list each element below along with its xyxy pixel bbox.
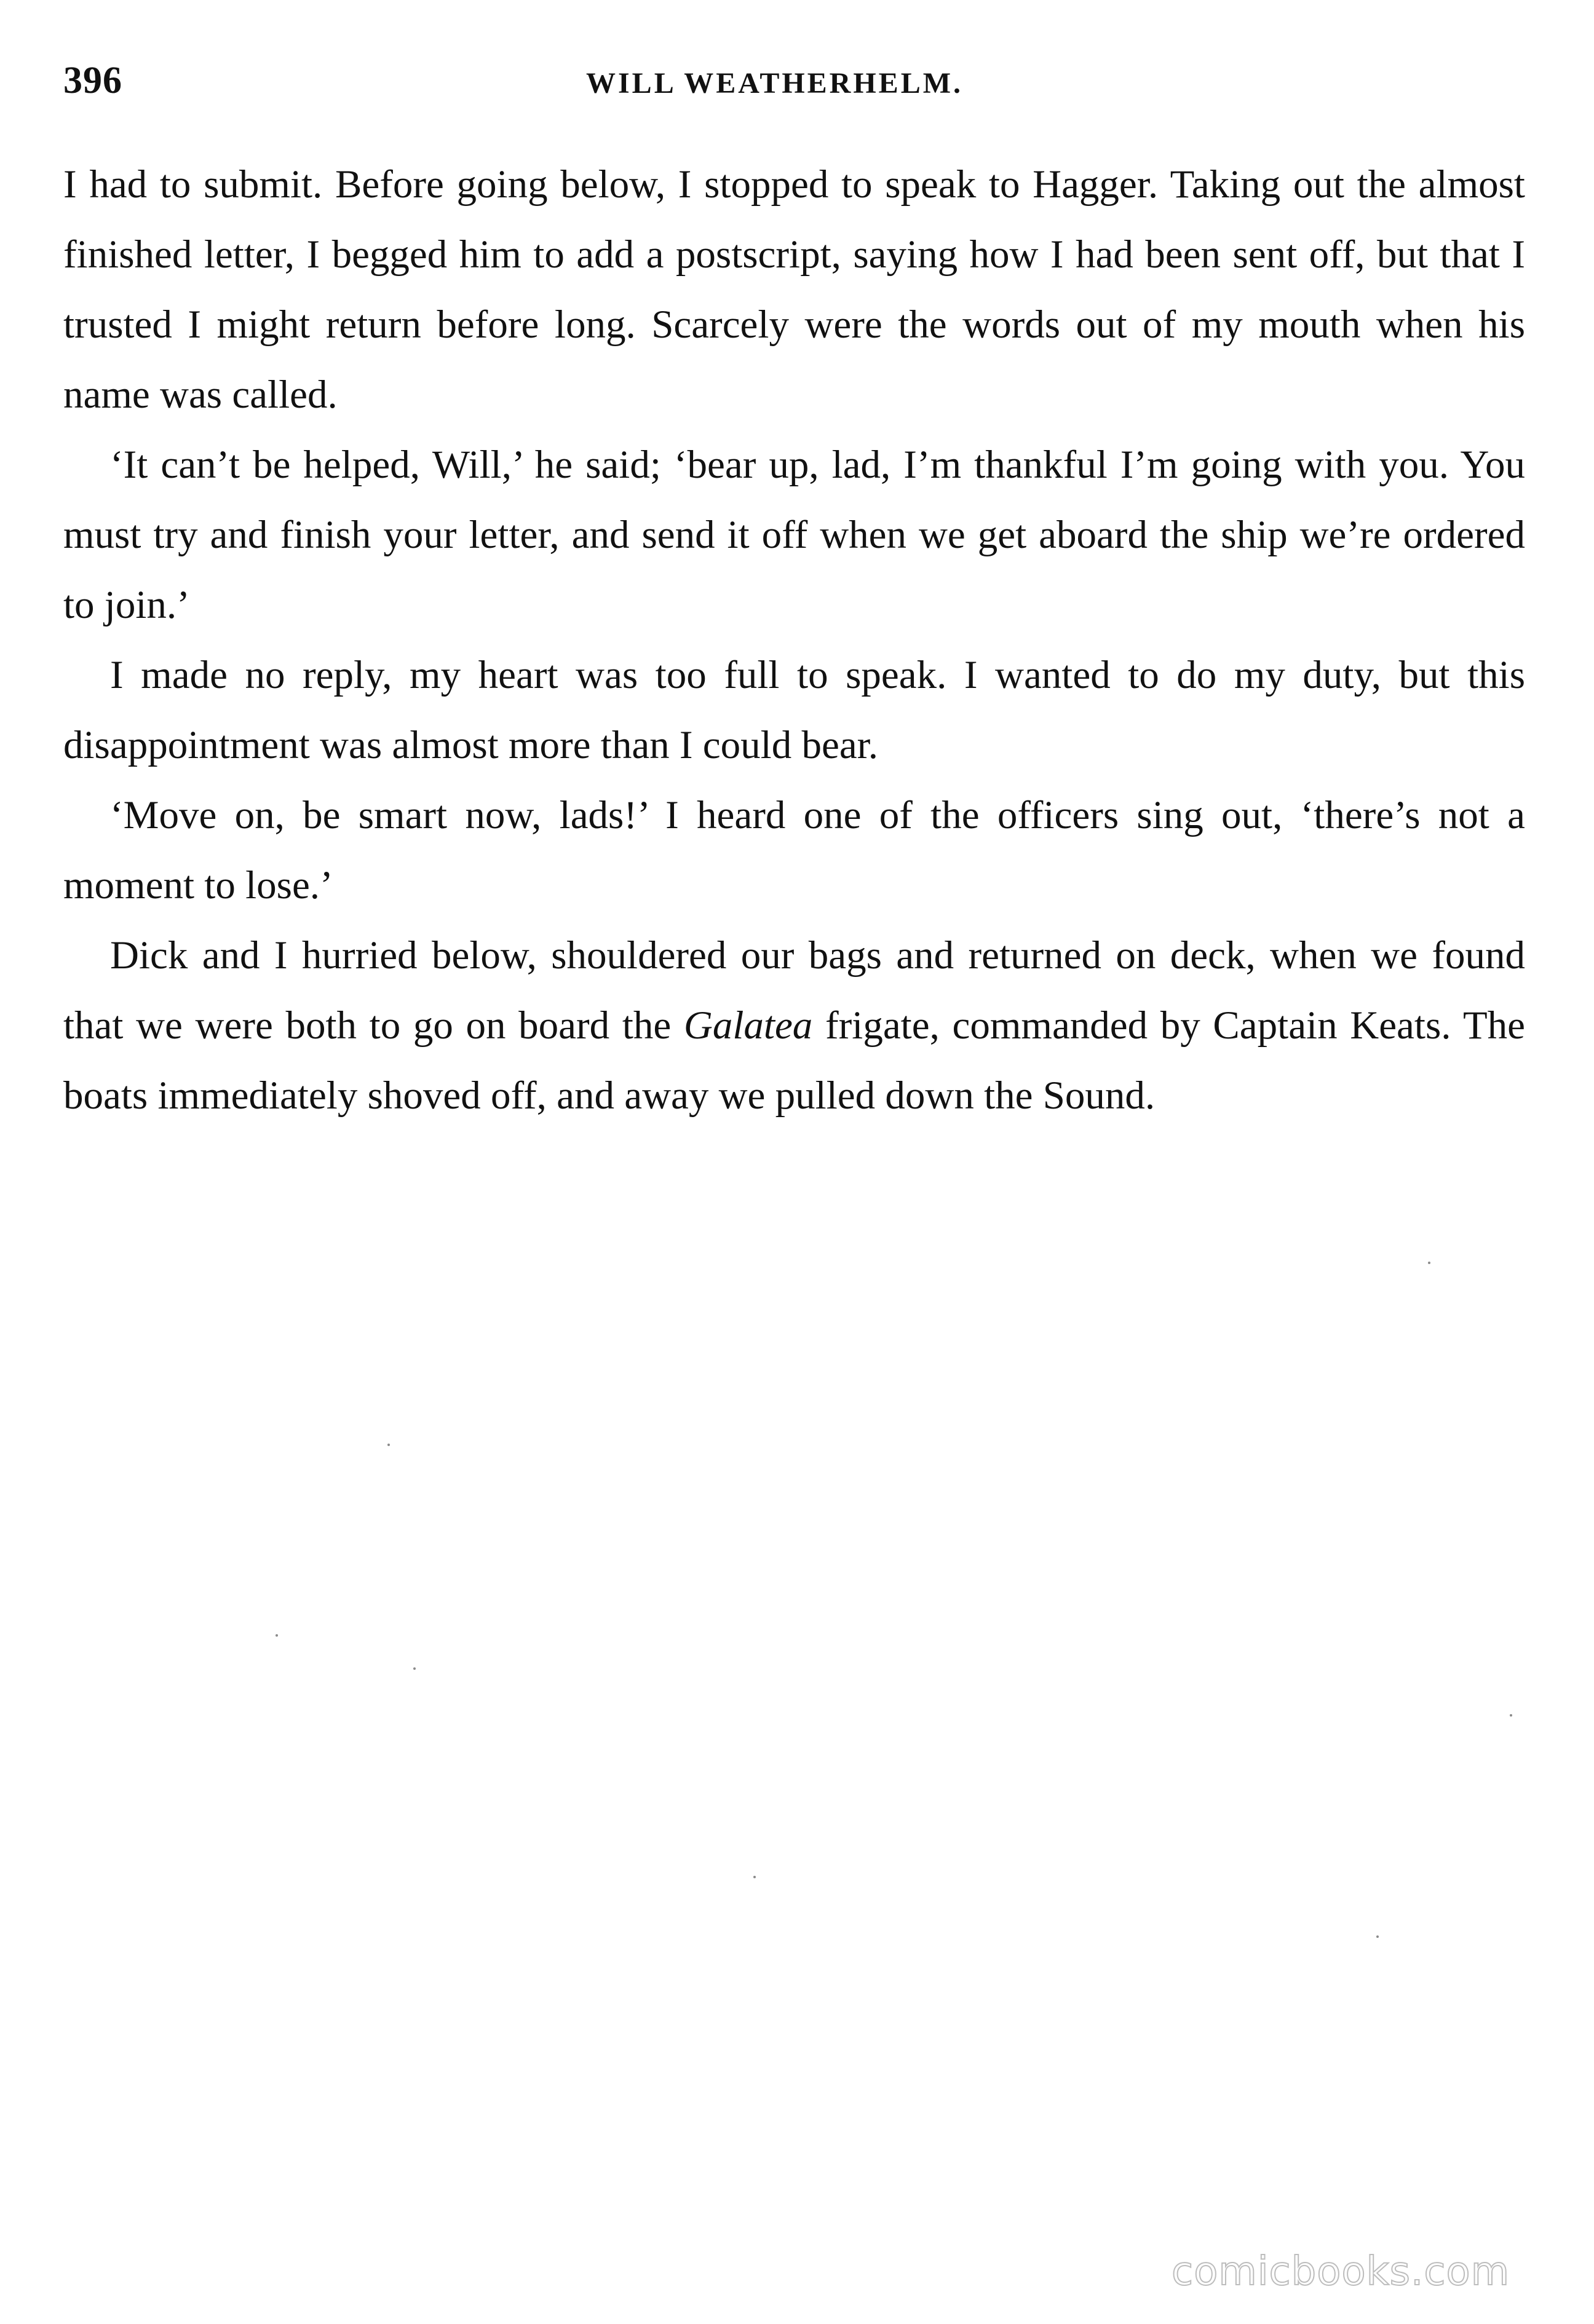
- ship-name: Galatea: [683, 1003, 813, 1048]
- site-watermark: comicbooks.com: [1172, 2249, 1510, 2294]
- paper-speck: [387, 1444, 390, 1446]
- running-head: [63, 59, 1527, 108]
- paper-speck: [413, 1667, 416, 1670]
- paper-speck: [276, 1634, 278, 1637]
- paper-speck: [1376, 1935, 1379, 1938]
- paper-speck: [753, 1876, 756, 1878]
- body-text: [63, 149, 1525, 1131]
- paper-speck: [1510, 1714, 1512, 1717]
- running-title: WILL WEATHERHELM.: [586, 67, 964, 100]
- page-number: 396: [63, 60, 122, 101]
- paragraph-5-end: frigate, commanded by Captain Keats. The boats immediately shoved off, and away we pulled down the Sound.: [63, 1003, 1526, 1118]
- paragraph-1: I had to submit. Before going below, I stopped to speak to Hagger. Taking out the almost finished letter, I begged him to add a postscript, saying how I had been sent off, but that I trusted I might return before long. Scarcely were the words out of my mouth when his name was called.: [63, 162, 1525, 417]
- paragraph-4: ‘Move on, be smart now, lads!’ I heard one of the officers sing out, ‘there’s not a moment to lose.’: [63, 793, 1525, 907]
- paragraph-3: I made no reply, my heart was too full to speak. I wanted to do my duty, but this disappointment was almost more than I could bear.: [63, 653, 1525, 767]
- paper-speck: [1428, 1262, 1430, 1264]
- paragraph-5: [63, 920, 1525, 1131]
- paragraph-5-start: Dick and I hurried below, shouldered our bags and returned on deck, when we found that we were both to go on board the: [63, 933, 1525, 1048]
- paragraph-2: ‘It can’t be helped, Will,’ he said; ‘bear up, lad, I’m thankful I’m going with you. You must try and finish your letter, and send it off when we get aboard the ship we’re ordered to join.’: [63, 443, 1525, 627]
